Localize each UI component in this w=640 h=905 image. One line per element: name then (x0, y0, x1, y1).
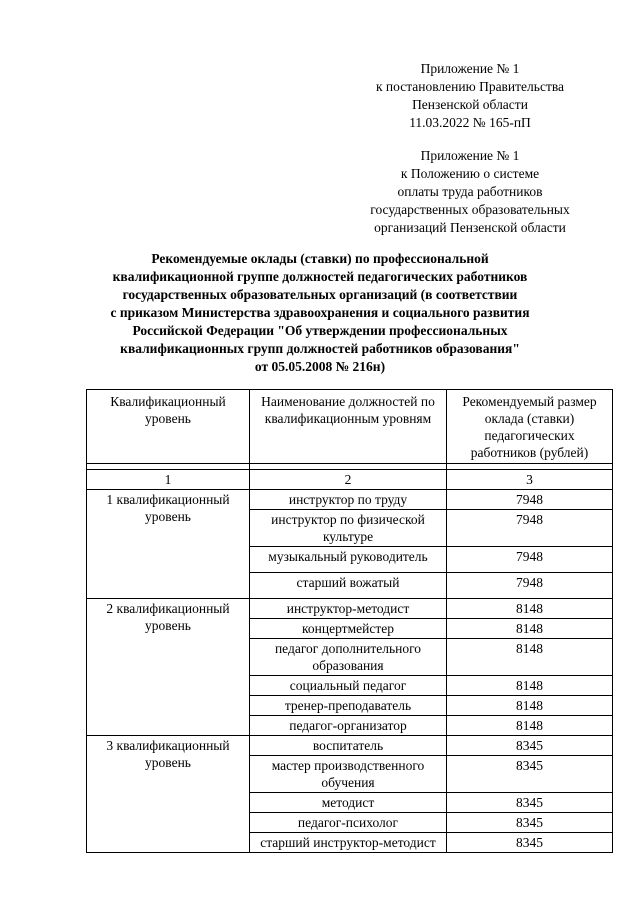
position-name-cell: инструктор по труду (250, 490, 447, 510)
salary-cell: 8148 (447, 619, 613, 639)
salary-table (86, 389, 613, 853)
attachment-2-line: оплаты труда работников (397, 184, 543, 199)
position-name-cell: тренер-преподаватель (250, 696, 447, 716)
salary-cell: 8148 (447, 676, 613, 696)
title-line: от 05.05.2008 № 216н) (254, 359, 386, 374)
header-level: Квалификационный уровень (87, 390, 250, 464)
table-header-row (87, 390, 613, 464)
table-row (87, 736, 613, 756)
document-title (62, 250, 578, 376)
salary-cell: 8148 (447, 639, 613, 676)
attachment-1-line: 11.03.2022 № 165-пП (409, 115, 531, 130)
title-line: Рекомендуемые оклады (ставки) по профессиональной (151, 251, 489, 266)
title-line: Российской Федерации "Об утверждении профессиональных (132, 323, 508, 338)
attachment-2-line: организаций Пензенской области (374, 220, 566, 235)
table-number-row (87, 470, 613, 490)
salary-cell: 8345 (447, 793, 613, 813)
attachment-2-block (330, 147, 610, 237)
salary-cell: 8148 (447, 716, 613, 736)
salary-cell: 7948 (447, 547, 613, 573)
position-name-cell: концертмейстер (250, 619, 447, 639)
position-name-cell: воспитатель (250, 736, 447, 756)
salary-cell: 7948 (447, 510, 613, 547)
title-line: квалификационных групп должностей работников образования" (120, 341, 520, 356)
salary-table-body (87, 390, 613, 853)
position-name-cell: старший вожатый (250, 573, 447, 599)
position-name-cell: инструктор-методист (250, 599, 447, 619)
attachment-2-line: государственных образовательных (370, 202, 570, 217)
column-number: 2 (250, 470, 447, 490)
salary-cell: 8345 (447, 736, 613, 756)
position-name-cell: музыкальный руководитель (250, 547, 447, 573)
table-row (87, 599, 613, 619)
salary-cell: 8345 (447, 813, 613, 833)
header-position: Наименование должностей по квалификационным уровням (250, 390, 447, 464)
position-name-cell: методист (250, 793, 447, 813)
column-number: 1 (87, 470, 250, 490)
salary-cell: 7948 (447, 573, 613, 599)
qualification-level-cell: 2 квалификационный уровень (87, 599, 250, 736)
qualification-level-cell: 3 квалификационный уровень (87, 736, 250, 853)
attachment-2-line: к Положению о системе (400, 166, 540, 181)
attachment-1-line: Пензенской области (412, 97, 528, 112)
position-name-cell: педагог-организатор (250, 716, 447, 736)
position-name-cell: педагог дополнительного образования (250, 639, 447, 676)
position-name-cell: старший инструктор-методист (250, 833, 447, 853)
position-name-cell: инструктор по физической культуре (250, 510, 447, 547)
attachment-1-line: Приложение № 1 (420, 61, 520, 76)
header-salary: Рекомендуемый размер оклада (ставки) педагогических работников (рублей) (447, 390, 613, 464)
column-number: 3 (447, 470, 613, 490)
attachment-1-block (330, 60, 610, 132)
salary-cell: 8345 (447, 756, 613, 793)
qualification-level-cell: 1 квалификационный уровень (87, 490, 250, 599)
attachment-2-line: Приложение № 1 (420, 148, 520, 163)
table-row (87, 490, 613, 510)
position-name-cell: мастер производственного обучения (250, 756, 447, 793)
salary-cell: 8345 (447, 833, 613, 853)
position-name-cell: педагог-психолог (250, 813, 447, 833)
title-line: квалификационной группе должностей педагогических работников (112, 269, 528, 284)
salary-cell: 8148 (447, 696, 613, 716)
salary-cell: 8148 (447, 599, 613, 619)
title-line: государственных образовательных организаций (в соответствии (122, 287, 518, 302)
salary-cell: 7948 (447, 490, 613, 510)
attachment-1-line: к постановлению Правительства (375, 79, 565, 94)
title-line: с приказом Министерства здравоохранения и социального развития (110, 305, 530, 320)
position-name-cell: социальный педагог (250, 676, 447, 696)
